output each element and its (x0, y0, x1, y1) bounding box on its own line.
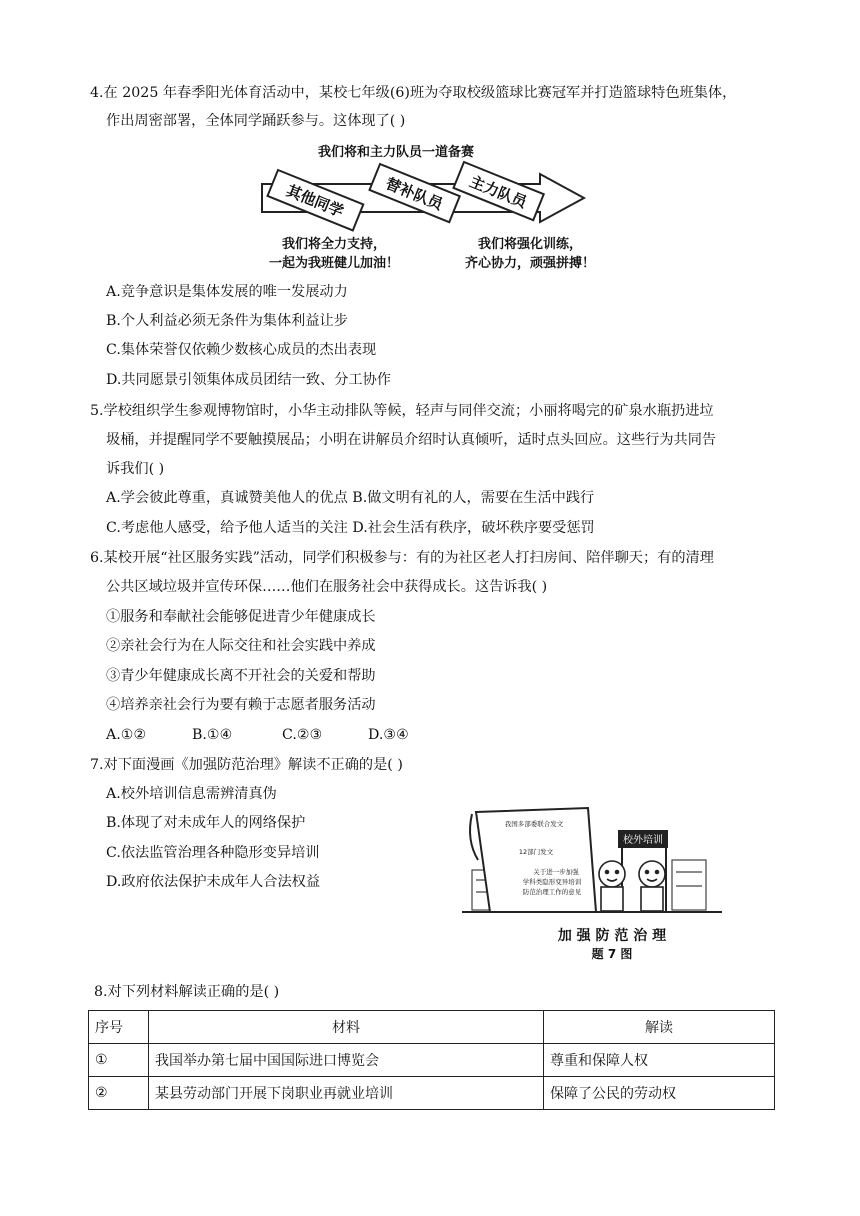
q4-option-a: A.竞争意识是集体发展的唯一发展动力 (106, 284, 348, 300)
q7-option-d: D.政府依法保护未成年人合法权益 (106, 874, 321, 890)
q6-item-3: ③青少年健康成长离不开社会的关爱和帮助 (106, 668, 376, 684)
cartoon-figure-label: 题 7 图 (591, 947, 633, 960)
q4-caption-right-line1: 我们将强化训练， (477, 237, 583, 252)
paper-line1: 我国多部委联合发文 (504, 820, 564, 828)
table-header-row (89, 1011, 775, 1044)
q5-options-cd: C.考虑他人感受，给予他人适当的关注 D.社会生活有秩序，破坏秩序要受惩罚 (106, 520, 595, 536)
q4-option-d: D.共同愿景引领集体成员团结一致、分工协作 (106, 372, 391, 388)
q4-caption-right-line2: 齐心协力，顽强拼搏！ (464, 256, 596, 271)
q4-stem-line2: 作出周密部署，全体同学踊跃参与。这体现了( ) (106, 113, 406, 129)
banner-substitutes (370, 164, 460, 222)
q8-stem: 8.对下列材料解读正确的是( ) (94, 984, 280, 1000)
q6-choice-c: C.②③ (282, 727, 323, 743)
q4-caption-left-line2: 一起为我班健儿加油！ (268, 256, 400, 271)
q6-item-2: ②亲社会行为在人际交往和社会实践中养成 (106, 638, 376, 654)
row2-number: ② (89, 1077, 149, 1110)
cartoon-caption: 加 强 防 范 治 理 (557, 928, 667, 944)
q4-caption-left-line1: 我们将全力支持， (281, 237, 387, 252)
table-row (89, 1077, 775, 1110)
q7-option-b: B.体现了对未成年人的网络保护 (106, 815, 306, 831)
paper-line5: 防范治理工作的意见 (522, 888, 582, 896)
row1-material: 我国举办第七届中国国际进口博览会 (149, 1044, 544, 1077)
q6-stem-line2: 公共区域垃圾并宣传环保……他们在服务社会中获得成长。这告诉我( ) (106, 579, 548, 595)
header-material: 材料 (149, 1011, 544, 1044)
banner-main-players-label: 主力队员 (467, 172, 530, 212)
q6-stem-line1: 6.某校开展“社区服务实践”活动，同学们积极参与：有的为社区老人打扫房间、陪伴聊天；有的清理 (90, 550, 714, 566)
q6-choice-b: B.①④ (192, 727, 233, 743)
sign-label: 校外培训 (623, 835, 663, 846)
header-interpretation: 解读 (544, 1011, 775, 1044)
header-number: 序号 (89, 1011, 149, 1044)
row1-number: ① (89, 1044, 149, 1077)
banner-other-students (268, 170, 364, 230)
q5-stem-line3: 诉我们( ) (106, 461, 165, 477)
banner-other-students-label: 其他同学 (283, 181, 347, 221)
q4-stem-line1: 4.在 2025 年春季阳光体育活动中，某校七年级(6)班为夺取校级篮球比赛冠军并打造篮球特色班集体， (90, 85, 737, 101)
banner-substitutes-label: 替补队员 (383, 174, 446, 214)
paper-line2: 12部门发文 (518, 848, 554, 856)
q7-option-c: C.依法监管治理各种隐形变异培训 (106, 845, 320, 861)
cartoon-document (470, 808, 596, 912)
q4-option-b: B.个人利益必须无条件为集体利益让步 (106, 313, 348, 329)
q4-option-c: C.集体荣誉仅依赖少数核心成员的杰出表现 (106, 342, 377, 358)
q7-option-a: A.校外培训信息需辨清真伪 (106, 786, 277, 802)
q7-cartoon (462, 800, 722, 960)
table-row (89, 1044, 775, 1077)
q5-options-ab: A.学会彼此尊重，真诚赞美他人的优点 B.做文明有礼的人，需要在生活中践行 (106, 490, 595, 506)
paper-line3: 关于进一步加强 (533, 868, 579, 876)
q5-stem-line2: 圾桶，并提醒同学不要触摸展品；小明在讲解员介绍时认真倾听，适时点头回应。这些行为共同告 (106, 432, 717, 448)
row2-interpretation: 保障了公民的劳动权 (544, 1077, 775, 1110)
q6-choice-d: D.③④ (368, 727, 409, 743)
q4-figure-title: 我们将和主力队员一道备赛 (317, 145, 475, 160)
paper-line4: 学科类隐形变异培训 (522, 878, 582, 886)
q6-choice-a: A.①② (106, 727, 147, 743)
q6-item-4: ④培养亲社会行为要有赖于志愿者服务活动 (106, 697, 376, 713)
row1-interpretation: 尊重和保障人权 (544, 1044, 775, 1077)
cartoon-kids (599, 861, 665, 911)
q4-figure (250, 140, 610, 275)
row2-material: 某县劳动部门开展下岗职业再就业培训 (149, 1077, 544, 1110)
q5-stem-line1: 5.学校组织学生参观博物馆时，小华主动排队等候，轻声与同伴交流；小丽将喝完的矿泉水瓶扔进垃 (90, 403, 714, 419)
q7-stem: 7.对下面漫画《加强防范治理》解读不正确的是( ) (90, 757, 403, 773)
q8-table (88, 1010, 775, 1110)
q6-item-1: ①服务和奉献社会能够促进青少年健康成长 (106, 609, 376, 625)
